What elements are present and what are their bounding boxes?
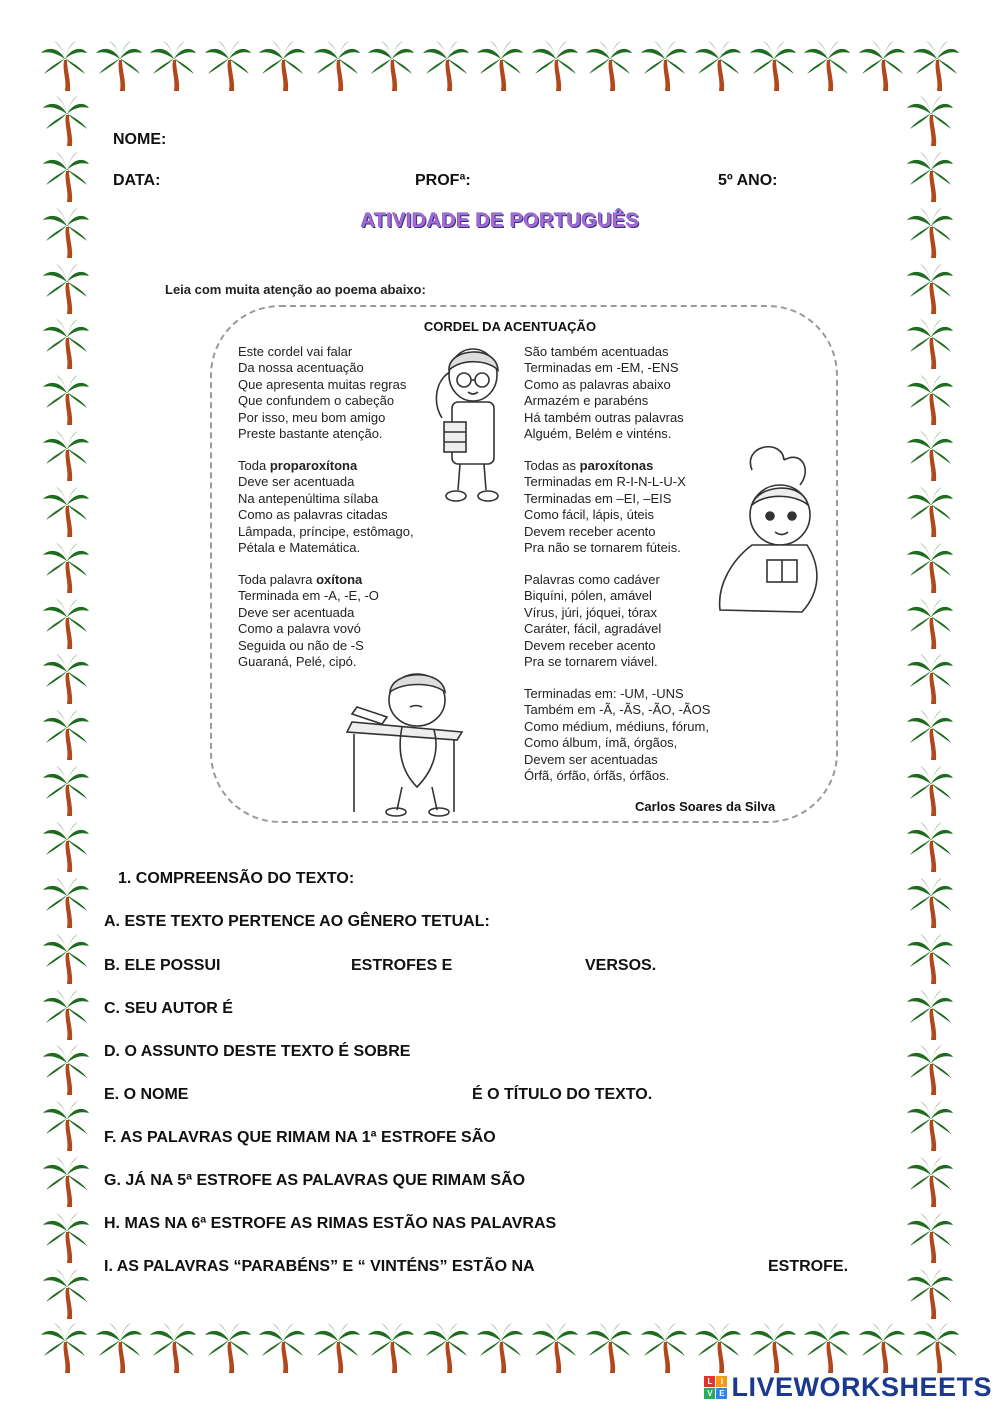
question-i-part2: ESTROFE. xyxy=(768,1258,849,1275)
poem-line: Caráter, fácil, agradável xyxy=(524,621,662,637)
palm-tree-icon xyxy=(476,40,524,92)
poem-line: Armazém e parabéns xyxy=(524,393,649,409)
palm-tree-icon xyxy=(42,765,90,817)
poem-line: Todas as paroxítonas xyxy=(524,458,654,473)
poem-line: Órfã, órfão, órfãs, órfãos. xyxy=(524,768,670,784)
palm-border-left xyxy=(42,95,98,1320)
palm-tree-icon xyxy=(42,989,90,1041)
teacher-label: PROFª: xyxy=(415,172,471,189)
question-h: H. MAS NA 6ª ESTROFE AS RIMAS ESTÃO NAS PALAVRAS xyxy=(104,1215,557,1232)
palm-tree-icon xyxy=(906,486,954,538)
poem-line: Vírus, júri, jóquei, tórax xyxy=(524,604,657,620)
poem-author: Carlos Soares da Silva xyxy=(635,799,776,814)
name-label: NOME: xyxy=(113,131,167,148)
palm-tree-icon xyxy=(42,430,90,482)
palm-tree-icon xyxy=(422,40,470,92)
palm-tree-icon xyxy=(906,95,954,147)
palm-tree-icon xyxy=(906,933,954,985)
palm-tree-icon xyxy=(906,1100,954,1152)
palm-tree-icon xyxy=(42,598,90,650)
palm-tree-icon xyxy=(912,1322,960,1374)
palm-tree-icon xyxy=(367,1322,415,1374)
poem-line: Toda palavra oxítona xyxy=(238,572,363,587)
grade-label: 5º ANO: xyxy=(718,172,778,189)
palm-tree-icon xyxy=(42,486,90,538)
palm-tree-icon xyxy=(42,821,90,873)
liveworksheets-brand xyxy=(704,1372,992,1403)
palm-tree-icon xyxy=(858,1322,906,1374)
palm-tree-icon xyxy=(42,151,90,203)
poem-line: Que confundem o cabeção xyxy=(238,393,395,409)
palm-tree-icon xyxy=(476,1322,524,1374)
palm-tree-icon xyxy=(906,151,954,203)
poem-line: Como fácil, lápis, úteis xyxy=(524,507,655,523)
poem-stanza xyxy=(524,344,684,442)
palm-tree-icon xyxy=(640,1322,688,1374)
poem-line: Preste bastante atenção. xyxy=(238,426,383,442)
poem-line: Alguém, Belém e vinténs. xyxy=(524,426,672,442)
palm-border-right xyxy=(906,95,962,1320)
liveworksheets-logo-icon: L I V E xyxy=(704,1376,727,1399)
palm-tree-icon xyxy=(749,1322,797,1374)
palm-tree-icon xyxy=(906,989,954,1041)
boy-studying-illustration xyxy=(342,662,477,820)
question-e-part2: É O TÍTULO DO TEXTO. xyxy=(472,1086,653,1103)
palm-tree-icon xyxy=(694,1322,742,1374)
palm-tree-icon xyxy=(906,765,954,817)
palm-tree-icon xyxy=(204,40,252,92)
poem-line: Toda proparoxítona xyxy=(238,458,358,473)
palm-tree-icon xyxy=(906,821,954,873)
question-b-part2: ESTROFES E xyxy=(351,957,453,974)
poem-line: Na antepenúltima sílaba xyxy=(238,490,379,506)
poem-line: Da nossa acentuação xyxy=(238,360,364,376)
palm-tree-icon xyxy=(42,1268,90,1320)
poem-line: Pra não se tornarem fúteis. xyxy=(524,540,681,556)
poem-keyword: proparoxítona xyxy=(269,458,358,473)
poem-line: Lâmpada, príncipe, estômago, xyxy=(238,523,414,539)
liveworksheets-text: LIVEWORKSHEETS xyxy=(731,1372,992,1402)
section-heading: 1. COMPREENSÃO DO TEXTO: xyxy=(118,870,355,887)
palm-tree-icon xyxy=(42,1100,90,1152)
poem-stanza xyxy=(524,686,710,784)
page-title: ATIVIDADE DE PORTUGUÊS xyxy=(360,210,640,232)
poem-line: Guaraná, Pelé, cipó. xyxy=(238,654,357,670)
poem-line: Terminada em -A, -E, -O xyxy=(238,588,379,604)
palm-tree-icon xyxy=(42,877,90,929)
palm-tree-icon xyxy=(42,653,90,705)
question-i xyxy=(104,1258,864,1278)
date-label: DATA: xyxy=(113,172,161,189)
poem-line: Terminadas em: -UM, -UNS xyxy=(524,686,684,701)
palm-tree-icon xyxy=(694,40,742,92)
girl-with-glasses-illustration xyxy=(418,340,524,518)
question-e-part1: E. O NOME xyxy=(104,1086,189,1103)
poem-line: Deve ser acentuada xyxy=(238,604,355,620)
poem-stanza xyxy=(238,344,406,442)
palm-tree-icon xyxy=(204,1322,252,1374)
poem-line: Devem receber acento xyxy=(524,637,656,653)
poem-line: Como as palavras citadas xyxy=(238,507,388,523)
palm-tree-icon xyxy=(367,40,415,92)
poem-title: CORDEL DA ACENTUAÇÃO xyxy=(423,319,597,334)
palm-tree-icon xyxy=(42,1212,90,1264)
palm-tree-icon xyxy=(258,1322,306,1374)
palm-tree-icon xyxy=(858,40,906,92)
question-b-part3: VERSOS. xyxy=(585,957,657,974)
poem-line: Este cordel vai falar xyxy=(238,344,353,359)
palm-tree-icon xyxy=(531,40,579,92)
palm-tree-icon xyxy=(313,1322,361,1374)
instruction-text: Leia com muita atenção ao poema abaixo: xyxy=(165,282,426,297)
palm-tree-icon xyxy=(906,709,954,761)
poem-line: Há também outras palavras xyxy=(524,409,684,425)
palm-tree-icon xyxy=(640,40,688,92)
poem-keyword: oxítona xyxy=(316,572,363,587)
palm-tree-icon xyxy=(40,40,88,92)
palm-tree-icon xyxy=(803,1322,851,1374)
question-g: G. JÁ NA 5ª ESTROFE AS PALAVRAS QUE RIMAM SÃO xyxy=(104,1172,526,1189)
poem-line: Terminadas em –EI, –EIS xyxy=(524,490,672,506)
poem-line: Como álbum, ímã, órgãos, xyxy=(524,735,678,751)
palm-tree-icon xyxy=(95,40,143,92)
question-a: A. ESTE TEXTO PERTENCE AO GÊNERO TETUAL: xyxy=(104,913,490,930)
question-i-part1: I. AS PALAVRAS “PARABÉNS” E “ VINTÉNS” ESTÃO NA xyxy=(104,1258,535,1275)
palm-tree-icon xyxy=(906,430,954,482)
palm-tree-icon xyxy=(585,40,633,92)
palm-tree-icon xyxy=(906,263,954,315)
palm-tree-icon xyxy=(42,95,90,147)
palm-tree-icon xyxy=(149,40,197,92)
palm-tree-icon xyxy=(313,40,361,92)
question-e xyxy=(104,1086,664,1106)
poem-line: Devem ser acentuadas xyxy=(524,751,658,767)
poem-line: Terminadas em R-I-N-L-U-X xyxy=(524,474,686,490)
palm-tree-icon xyxy=(906,1156,954,1208)
poem-line: Biquíni, pólen, amável xyxy=(524,588,652,604)
palm-tree-icon xyxy=(906,653,954,705)
poem-line: Palavras como cadáver xyxy=(524,572,660,587)
palm-tree-icon xyxy=(906,542,954,594)
palm-tree-icon xyxy=(42,1044,90,1096)
palm-tree-icon xyxy=(149,1322,197,1374)
palm-tree-icon xyxy=(95,1322,143,1374)
poem-stanza xyxy=(238,572,379,670)
question-c: C. SEU AUTOR É xyxy=(104,1000,233,1017)
palm-tree-icon xyxy=(42,709,90,761)
question-b-part1: B. ELE POSSUI xyxy=(104,957,221,974)
poem-line: Como as palavras abaixo xyxy=(524,376,671,392)
palm-tree-icon xyxy=(906,1044,954,1096)
question-b xyxy=(104,957,664,977)
poem-line: Como médium, médiuns, fórum, xyxy=(524,718,709,734)
poem-line: Seguida ou não de -S xyxy=(238,637,364,653)
palm-tree-icon xyxy=(42,933,90,985)
palm-tree-icon xyxy=(906,877,954,929)
palm-tree-icon xyxy=(531,1322,579,1374)
poem-line: São também acentuadas xyxy=(524,344,669,359)
palm-tree-icon xyxy=(749,40,797,92)
palm-border-top xyxy=(40,40,960,96)
palm-tree-icon xyxy=(40,1322,88,1374)
poem-line: Deve ser acentuada xyxy=(238,474,355,490)
poem-line: Devem receber acento xyxy=(524,523,656,539)
poem-line: Pra se tornarem viável. xyxy=(524,654,658,670)
poem-line: Que apresenta muitas regras xyxy=(238,376,407,392)
palm-border-bottom xyxy=(40,1322,960,1378)
palm-tree-icon xyxy=(912,40,960,92)
palm-tree-icon xyxy=(803,40,851,92)
palm-tree-icon xyxy=(42,374,90,426)
poem-line: Pétala e Matemática. xyxy=(238,540,361,556)
palm-tree-icon xyxy=(906,374,954,426)
girl-reading-illustration xyxy=(712,440,832,625)
palm-tree-icon xyxy=(258,40,306,92)
palm-tree-icon xyxy=(906,1268,954,1320)
palm-tree-icon xyxy=(422,1322,470,1374)
palm-tree-icon xyxy=(585,1322,633,1374)
palm-tree-icon xyxy=(906,1212,954,1264)
poem-stanza xyxy=(524,572,661,670)
question-d: D. O ASSUNTO DESTE TEXTO É SOBRE xyxy=(104,1043,411,1060)
poem-keyword: paroxítonas xyxy=(579,458,654,473)
palm-tree-icon xyxy=(42,263,90,315)
palm-tree-icon xyxy=(42,1156,90,1208)
poem-stanza xyxy=(238,458,414,556)
poem-line: Por isso, meu bom amigo xyxy=(238,409,386,425)
palm-tree-icon xyxy=(42,542,90,594)
palm-tree-icon xyxy=(906,598,954,650)
poem-stanza xyxy=(524,458,686,556)
poem-line: Como a palavra vovó xyxy=(238,621,361,637)
poem-line: Também em -Ã, -ÃS, -ÃO, -ÃOS xyxy=(524,702,711,718)
poem-line: Terminadas em -EM, -ENS xyxy=(524,360,679,376)
question-f: F. AS PALAVRAS QUE RIMAM NA 1ª ESTROFE SÃO xyxy=(104,1129,496,1146)
